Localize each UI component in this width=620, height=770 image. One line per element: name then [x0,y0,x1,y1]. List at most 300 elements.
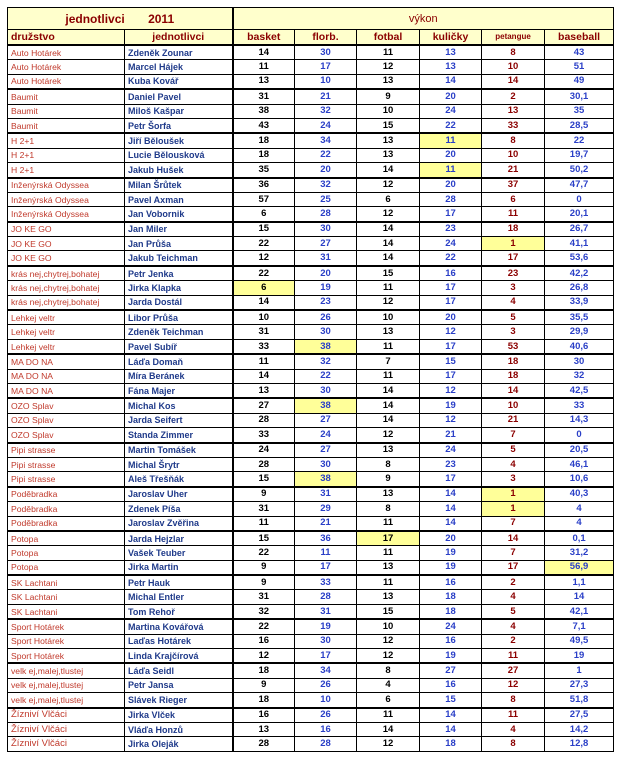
petangue-cell: 8 [482,737,545,751]
table-row [8,266,614,281]
basket-cell: 15 [233,222,295,237]
petangue-cell: 8 [482,133,545,148]
kulicky-cell: 14 [420,502,482,516]
team-cell: H 2+1 [8,148,125,162]
florbal-cell: 17 [295,560,357,575]
florbal-cell: 36 [295,531,357,546]
basket-cell: 14 [233,369,295,383]
baseball-cell: 40,3 [545,487,614,502]
florbal-cell: 24 [295,428,357,443]
baseball-cell: 20,5 [545,443,614,458]
fotbal-cell: 11 [357,369,420,383]
team-cell: SK Lachtani [8,604,125,619]
kulicky-cell: 20 [420,310,482,325]
fotbal-cell: 7 [357,354,420,369]
basket-cell: 22 [233,546,295,560]
player-cell: Jan Průša [125,237,233,251]
table-row [8,619,614,634]
florbal-cell: 29 [295,502,357,516]
player-cell: Martina Kovářová [125,619,233,634]
petangue-cell: 14 [482,383,545,398]
petangue-cell: 2 [482,89,545,104]
petangue-cell: 3 [482,281,545,295]
florbal-cell: 19 [295,281,357,295]
fotbal-cell: 8 [357,457,420,471]
florbal-cell: 30 [295,222,357,237]
player-cell: Jirka Oleják [125,737,233,751]
team-cell: krás nej,chytrej,bohatej [8,295,125,310]
fotbal-cell: 11 [357,708,420,723]
florbal-cell: 27 [295,237,357,251]
table-row [8,428,614,443]
fotbal-cell: 14 [357,413,420,427]
basket-cell: 57 [233,192,295,206]
florbal-cell: 19 [295,619,357,634]
basket-cell: 9 [233,575,295,590]
fotbal-cell: 13 [357,148,420,162]
fotbal-cell: 11 [357,281,420,295]
kulicky-cell: 24 [420,443,482,458]
florbal-cell: 20 [295,266,357,281]
team-cell: velk ej,malej,tlustej [8,693,125,708]
fotbal-cell: 4 [357,678,420,692]
team-cell: Lehkej veltr [8,339,125,354]
header-team: družstvo [8,30,125,46]
petangue-cell: 10 [482,148,545,162]
basket-cell: 31 [233,590,295,604]
baseball-cell: 27,5 [545,708,614,723]
basket-cell: 24 [233,443,295,458]
basket-cell: 10 [233,310,295,325]
table-row [8,708,614,723]
florbal-cell: 11 [295,546,357,560]
team-cell: OZO Splav [8,428,125,443]
table-row [8,398,614,413]
baseball-cell: 43 [545,45,614,60]
team-cell: krás nej,chytrej,bohatej [8,266,125,281]
results-table [7,7,614,752]
kulicky-cell: 17 [420,472,482,487]
player-cell: Miloš Kašpar [125,104,233,118]
team-cell: Lehkej veltr [8,325,125,339]
table-row [8,295,614,310]
player-cell: Zdeněk Teichman [125,325,233,339]
baseball-cell: 42,2 [545,266,614,281]
player-cell: Tom Rehoř [125,604,233,619]
basket-cell: 31 [233,89,295,104]
table-row [8,663,614,678]
basket-cell: 31 [233,325,295,339]
fotbal-cell: 14 [357,163,420,178]
petangue-cell: 4 [482,590,545,604]
table-row [8,74,614,89]
fotbal-cell: 11 [357,546,420,560]
basket-cell: 18 [233,693,295,708]
player-cell: Míra Beránek [125,369,233,383]
kulicky-cell: 15 [420,693,482,708]
player-cell: Zdeněk Zounar [125,45,233,60]
team-cell: Pipi strasse [8,457,125,471]
table-row [8,104,614,118]
baseball-cell: 1 [545,663,614,678]
kulicky-cell: 16 [420,575,482,590]
baseball-cell: 22 [545,133,614,148]
florbal-cell: 22 [295,148,357,162]
kulicky-cell: 16 [420,678,482,692]
florbal-cell: 10 [295,693,357,708]
team-cell: MA DO NA [8,383,125,398]
fotbal-cell: 13 [357,443,420,458]
basket-cell: 32 [233,604,295,619]
player-cell: Michal Entler [125,590,233,604]
team-cell: H 2+1 [8,163,125,178]
table-row [8,369,614,383]
kulicky-cell: 22 [420,251,482,266]
kulicky-cell: 23 [420,457,482,471]
table-row [8,237,614,251]
kulicky-cell: 17 [420,207,482,222]
petangue-cell: 10 [482,398,545,413]
header-baseball: baseball [545,30,614,46]
table-row [8,502,614,516]
fotbal-cell: 14 [357,237,420,251]
table-row [8,339,614,354]
table-row [8,443,614,458]
player-cell: Standa Zimmer [125,428,233,443]
fotbal-cell: 9 [357,89,420,104]
kulicky-cell: 14 [420,722,482,736]
player-cell: Petr Jenka [125,266,233,281]
table-row [8,649,614,664]
baseball-cell: 40,6 [545,339,614,354]
player-cell: Slávek Rieger [125,693,233,708]
petangue-cell: 8 [482,45,545,60]
baseball-cell: 19 [545,649,614,664]
table-row [8,472,614,487]
petangue-cell: 33 [482,118,545,133]
basket-cell: 9 [233,560,295,575]
baseball-cell: 26,7 [545,222,614,237]
team-cell: Auto Hotárek [8,74,125,89]
player-cell: Fána Majer [125,383,233,398]
kulicky-cell: 12 [420,325,482,339]
player-cell: Jan Miler [125,222,233,237]
petangue-cell: 17 [482,560,545,575]
table-row [8,575,614,590]
header-florbal: florb. [295,30,357,46]
fotbal-cell: 14 [357,251,420,266]
fotbal-cell: 14 [357,722,420,736]
team-cell: Baumit [8,118,125,133]
player-cell: Martin Tomášek [125,443,233,458]
basket-cell: 13 [233,74,295,89]
florbal-cell: 21 [295,516,357,531]
baseball-cell: 35,5 [545,310,614,325]
header-player: jednotlivci [125,30,233,46]
basket-cell: 35 [233,163,295,178]
florbal-cell: 31 [295,251,357,266]
player-cell: Marcel Hájek [125,60,233,74]
petangue-cell: 12 [482,678,545,692]
petangue-cell: 14 [482,531,545,546]
kulicky-cell: 17 [420,339,482,354]
baseball-cell: 49,5 [545,634,614,648]
petangue-cell: 3 [482,472,545,487]
baseball-cell: 42,1 [545,604,614,619]
baseball-cell: 32 [545,369,614,383]
player-cell: Daniel Pavel [125,89,233,104]
petangue-cell: 4 [482,722,545,736]
fotbal-cell: 6 [357,192,420,206]
petangue-cell: 6 [482,192,545,206]
kulicky-cell: 12 [420,383,482,398]
team-cell: Inženýrská Odyssea [8,192,125,206]
petangue-cell: 37 [482,178,545,193]
fotbal-cell: 12 [357,649,420,664]
baseball-cell: 27,3 [545,678,614,692]
basket-cell: 28 [233,457,295,471]
header-basket: basket [233,30,295,46]
kulicky-cell: 24 [420,237,482,251]
basket-cell: 16 [233,708,295,723]
kulicky-cell: 14 [420,487,482,502]
title-row [8,8,614,30]
player-cell: Linda Krajčírová [125,649,233,664]
florbal-cell: 30 [295,325,357,339]
table-row [8,60,614,74]
team-cell: SK Lachtani [8,590,125,604]
kulicky-cell: 19 [420,546,482,560]
player-cell: Michal Šrytr [125,457,233,471]
table-row [8,148,614,162]
basket-cell: 15 [233,472,295,487]
basket-cell: 13 [233,383,295,398]
petangue-cell: 2 [482,575,545,590]
table-row [8,89,614,104]
fotbal-cell: 15 [357,266,420,281]
fotbal-cell: 11 [357,45,420,60]
team-cell: Potopa [8,531,125,546]
fotbal-cell: 13 [357,325,420,339]
kulicky-cell: 14 [420,708,482,723]
fotbal-cell: 13 [357,74,420,89]
basket-cell: 28 [233,737,295,751]
table-row [8,281,614,295]
team-cell: Inženýrská Odyssea [8,178,125,193]
kulicky-cell: 13 [420,60,482,74]
team-cell: MA DO NA [8,354,125,369]
player-cell: Aleš Třešňák [125,472,233,487]
baseball-cell: 30 [545,354,614,369]
basket-cell: 12 [233,649,295,664]
player-cell: Jarda Seifert [125,413,233,427]
basket-cell: 16 [233,634,295,648]
team-cell: JO KE GO [8,222,125,237]
petangue-cell: 1 [482,487,545,502]
kulicky-cell: 19 [420,398,482,413]
table-row [8,560,614,575]
kulicky-cell: 13 [420,45,482,60]
fotbal-cell: 11 [357,575,420,590]
table-row [8,251,614,266]
baseball-cell: 33,9 [545,295,614,310]
florbal-cell: 31 [295,487,357,502]
baseball-cell: 47,7 [545,178,614,193]
fotbal-cell: 12 [357,178,420,193]
petangue-cell: 10 [482,60,545,74]
kulicky-cell: 17 [420,281,482,295]
fotbal-cell: 10 [357,104,420,118]
team-cell: Žízniví Vlčáci [8,722,125,736]
table-row [8,413,614,427]
fotbal-cell: 12 [357,634,420,648]
kulicky-cell: 21 [420,428,482,443]
table-row [8,178,614,193]
petangue-cell: 3 [482,325,545,339]
petangue-cell: 27 [482,663,545,678]
kulicky-cell: 22 [420,118,482,133]
florbal-cell: 27 [295,443,357,458]
table-row [8,118,614,133]
kulicky-cell: 19 [420,560,482,575]
header-fotbal: fotbal [357,30,420,46]
kulicky-cell: 17 [420,369,482,383]
player-cell: Láďa Seidl [125,663,233,678]
kulicky-cell: 20 [420,531,482,546]
petangue-cell: 5 [482,443,545,458]
petangue-cell: 2 [482,634,545,648]
player-cell: Jarda Dostál [125,295,233,310]
table-row [8,516,614,531]
header-petangue: petangue [482,30,545,46]
baseball-cell: 19,7 [545,148,614,162]
kulicky-cell: 24 [420,104,482,118]
player-cell: Jiří Běloušek [125,133,233,148]
player-cell: Petr Šorfa [125,118,233,133]
kulicky-cell: 11 [420,163,482,178]
baseball-cell: 0 [545,192,614,206]
player-cell: Laďas Hotárek [125,634,233,648]
fotbal-cell: 9 [357,472,420,487]
table-row [8,133,614,148]
baseball-cell: 51,8 [545,693,614,708]
petangue-cell: 18 [482,222,545,237]
baseball-cell: 26,8 [545,281,614,295]
petangue-cell: 1 [482,237,545,251]
team-cell: Potopa [8,560,125,575]
title-year: 2011 [148,11,175,26]
basket-cell: 13 [233,722,295,736]
player-cell: Zdenek Píša [125,502,233,516]
baseball-cell: 30,1 [545,89,614,104]
team-cell: Potopa [8,546,125,560]
table-row [8,192,614,206]
team-cell: Baumit [8,104,125,118]
kulicky-cell: 20 [420,89,482,104]
team-cell: MA DO NA [8,369,125,383]
petangue-cell: 4 [482,295,545,310]
fotbal-cell: 13 [357,590,420,604]
basket-cell: 43 [233,118,295,133]
basket-cell: 18 [233,148,295,162]
table-row [8,546,614,560]
team-cell: OZO Splav [8,413,125,427]
fotbal-cell: 12 [357,60,420,74]
player-cell: Petr Jansa [125,678,233,692]
petangue-cell: 11 [482,649,545,664]
basket-cell: 15 [233,531,295,546]
baseball-cell: 20,1 [545,207,614,222]
fotbal-cell: 12 [357,295,420,310]
florbal-cell: 30 [295,45,357,60]
petangue-cell: 7 [482,546,545,560]
table-row [8,383,614,398]
basket-cell: 18 [233,133,295,148]
table-row [8,457,614,471]
team-cell: Poděbradka [8,516,125,531]
basket-cell: 22 [233,237,295,251]
player-cell: Jaroslav Zvěřina [125,516,233,531]
petangue-cell: 11 [482,708,545,723]
kulicky-cell: 18 [420,737,482,751]
player-cell: Jaroslav Uher [125,487,233,502]
basket-cell: 11 [233,354,295,369]
florbal-cell: 30 [295,634,357,648]
player-cell: Lucie Bělousková [125,148,233,162]
baseball-cell: 56,9 [545,560,614,575]
petangue-cell: 21 [482,163,545,178]
fotbal-cell: 8 [357,502,420,516]
basket-cell: 22 [233,266,295,281]
basket-cell: 28 [233,413,295,427]
baseball-cell: 46,1 [545,457,614,471]
team-cell: SK Lachtani [8,575,125,590]
baseball-cell: 31,2 [545,546,614,560]
petangue-cell: 11 [482,207,545,222]
florbal-cell: 16 [295,722,357,736]
petangue-cell: 4 [482,619,545,634]
baseball-cell: 28,5 [545,118,614,133]
kulicky-cell: 14 [420,516,482,531]
table-row [8,325,614,339]
florbal-cell: 31 [295,604,357,619]
kulicky-cell: 28 [420,192,482,206]
table-row [8,590,614,604]
fotbal-cell: 14 [357,222,420,237]
kulicky-cell: 18 [420,604,482,619]
table-row [8,310,614,325]
basket-cell: 27 [233,398,295,413]
fotbal-cell: 11 [357,516,420,531]
florbal-cell: 30 [295,383,357,398]
team-cell: Lehkej veltr [8,310,125,325]
florbal-cell: 30 [295,457,357,471]
baseball-cell: 7,1 [545,619,614,634]
header-kulicky: kuličky [420,30,482,46]
kulicky-cell: 23 [420,222,482,237]
kulicky-cell: 24 [420,619,482,634]
basket-cell: 11 [233,60,295,74]
kulicky-cell: 20 [420,178,482,193]
player-cell: Michal Kos [125,398,233,413]
kulicky-cell: 27 [420,663,482,678]
basket-cell: 9 [233,678,295,692]
petangue-cell: 53 [482,339,545,354]
kulicky-cell: 18 [420,590,482,604]
fotbal-cell: 14 [357,383,420,398]
basket-cell: 6 [233,207,295,222]
fotbal-cell: 13 [357,133,420,148]
